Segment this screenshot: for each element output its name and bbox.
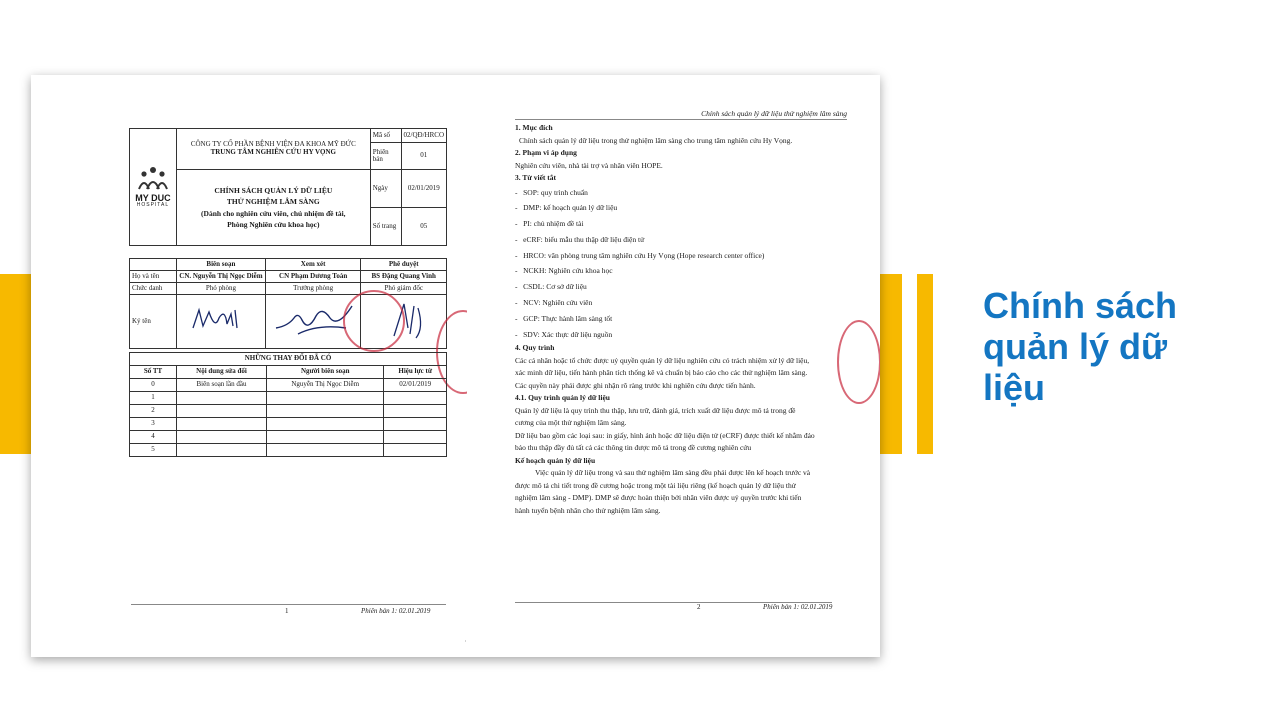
sig-header: Xem xét: [265, 259, 361, 271]
meta-label: Phiên bản: [370, 143, 401, 170]
section-3-title: 3. Từ viết tắt: [515, 173, 557, 182]
cell: [177, 444, 267, 457]
sig-header: Biên soạn: [177, 259, 266, 271]
section-1-text: Chính sách quản lý dữ liệu trong thử nghiệm lâm sàng cho trung tâm nghiên cứu Hy Vọng.: [519, 135, 793, 145]
cell: [384, 405, 447, 418]
page-2-body: [515, 122, 815, 517]
abbrev-item: - NCKH: Nghiên cứu khoa học: [515, 266, 613, 276]
changes-title: NHỮNG THAY ĐỔI ĐÃ CÓ: [130, 353, 447, 366]
abbrev-item: - SOP: quy trình chuẩn: [515, 187, 588, 197]
sig-row-label: Ký tên: [130, 295, 177, 349]
changes-table: [129, 352, 447, 457]
handwritten-signature-1: [181, 300, 261, 340]
plan-text: Việc quản lý dữ liệu trong và sau thử nghiệm lâm sàng đều phải được lên kế hoạch trước và được mô tả chi tiết trong đề cương hoặc trong một tài liệu riêng (kế hoạch quản lý dữ liệu thử nghiệm lâm sàng - DMP). DMP sẽ được hoàn thiện bởi nhân viên được uỷ quyền trước khi tiến hành tuyển bệnh nhân cho thử nghiệm lâm sàng.: [515, 468, 811, 515]
logo-people-icon: [135, 165, 171, 191]
table-row: [130, 431, 447, 444]
abbrev-item: - CSDL: Cơ sở dữ liệu: [515, 282, 587, 292]
abbrev-item: - PI: chủ nhiệm đề tài: [515, 219, 584, 229]
cell: [266, 431, 384, 444]
table-row: [130, 444, 447, 457]
changes-header: Hiệu lực từ: [384, 366, 447, 379]
cell: 0: [130, 379, 177, 392]
document-image: [31, 75, 880, 657]
cell: [177, 405, 267, 418]
header-rule: [515, 119, 847, 120]
sig-name: CN Phạm Dương Toàn: [265, 271, 361, 283]
sig-header: Phê duyệt: [361, 259, 447, 271]
meta-value: 02/QĐ/HRCO: [401, 129, 446, 143]
cell: [266, 444, 384, 457]
cell: 5: [130, 444, 177, 457]
center-name: TRUNG TÂM NGHIÊN CỨU HY VỌNG: [210, 148, 337, 157]
cell: [384, 444, 447, 457]
abbrev-item: - DMP: kế hoạch quản lý dữ liệu: [515, 203, 618, 213]
cell: [384, 392, 447, 405]
section-1-title: 1. Mục đích: [515, 123, 553, 132]
logo-text: MY DUC: [135, 193, 171, 204]
table-row: [130, 379, 447, 392]
section-4-1-text-2: Dữ liệu bao gồm các loại sau: in giấy, hình ảnh hoặc dữ liệu điện tử (eCRF) được thiết kế nhằm đảo bảo thu thập đầy đủ tất cả các thông tin được mô tả trong đề cương nghiên cứu: [515, 430, 815, 453]
cell: 2: [130, 405, 177, 418]
section-4-1-title: 4.1. Quy trình quản lý dữ liệu: [515, 393, 610, 403]
signature-1: [177, 295, 266, 349]
cell: Nguyễn Thị Ngọc Diễm: [266, 379, 384, 392]
abbrev-item: - SDV: Xác thực dữ liệu nguồn: [515, 329, 613, 339]
section-4-text: Các cá nhân hoặc tổ chức được uỷ quyền quản lý dữ liệu nghiên cứu có trách nhiệm xử lý dữ liệu, xác minh dữ liệu, tiến hành phân tích thống kê và chuẩn bị báo cáo cho các thử nghiệm lâm sàng. Các quyền này phải được ghi nhận rõ ràng trước khi nghiên cứu được tiến hành.: [515, 355, 810, 390]
slide-title-line-3: liệu: [983, 367, 1046, 408]
cell: [384, 418, 447, 431]
changes-header: Nội dung sửa đổi: [177, 366, 267, 379]
footer-rule: [131, 604, 446, 605]
doc-title-line-4: Phòng Nghiên cứu khoa học): [227, 219, 320, 229]
cell: [266, 405, 384, 418]
table-row: [130, 392, 447, 405]
cell: 3: [130, 418, 177, 431]
meta-value: 05: [401, 208, 446, 246]
doc-title-line-2: THỬ NGHIỆM LÂM SÀNG: [226, 197, 320, 207]
meta-label: Mã số: [370, 129, 401, 143]
cell: 4: [130, 431, 177, 444]
sig-name: CN. Nguyễn Thị Ngọc Diễm: [177, 271, 266, 283]
red-stamp-edge: [837, 320, 880, 404]
cell: [266, 392, 384, 405]
doc-title-line-3: (Dành cho nghiên cứu viên, chủ nhiệm đề tài,: [201, 208, 346, 218]
cell: [177, 431, 267, 444]
accent-bar-left: [0, 274, 31, 454]
section-4-title: 4. Quy trình: [515, 343, 555, 353]
meta-value: 01: [401, 143, 446, 170]
abbrev-item: - HRCO: văn phòng trung tâm nghiên cứu Hy Vọng (Hope research center office): [515, 250, 765, 260]
section-4-1-text-1: Quản lý dữ liệu là quy trình thu thập, lưu trữ, đánh giá, trích xuất dữ liệu được mô tả trong đề cương của một thử nghiệm lâm sàng.: [515, 405, 796, 428]
changes-header: Người biên soạn: [266, 366, 384, 379]
meta-label: Số trang: [370, 208, 401, 246]
cell: [177, 392, 267, 405]
sig-row-label: Chức danh: [130, 283, 177, 295]
section-2-text: Nghiên cứu viên, nhà tài trợ và nhân viên HOPE.: [515, 160, 663, 170]
cell: [266, 418, 384, 431]
table-row: [130, 418, 447, 431]
accent-bar-right-1: [880, 274, 902, 454]
logo-subtext: HOSPITAL: [136, 202, 170, 209]
sig-row-label: Họ và tên: [130, 271, 177, 283]
cell: 1: [130, 392, 177, 405]
meta-label: Ngày: [370, 170, 401, 208]
sig-title: Trưởng phòng: [265, 283, 361, 295]
page-number: 2: [697, 603, 701, 611]
document-page-1: [81, 90, 466, 640]
slide-title: [983, 285, 1243, 408]
cell: 02/01/2019: [384, 379, 447, 392]
sig-title: Phó giám đốc: [361, 283, 447, 295]
sig-name: BS Đặng Quang Vinh: [361, 271, 447, 283]
plan-title: Kế hoạch quản lý dữ liệu: [515, 455, 596, 465]
changes-header: Số TT: [130, 366, 177, 379]
sig-title: Phó phòng: [177, 283, 266, 295]
slide-title-line-2: quản lý dữ: [983, 326, 1168, 367]
table-row: [130, 405, 447, 418]
page-footer: Phiên bản 1: 02.01.2019: [763, 603, 833, 611]
page-number: 1: [285, 607, 289, 615]
hospital-logo: [130, 129, 177, 246]
company-name: CÔNG TY CỔ PHẦN BỆNH VIỆN ĐA KHOA MỸ ĐỨC: [190, 140, 356, 149]
section-2-title: 2. Phạm vi áp dụng: [515, 148, 577, 157]
document-page-2: [467, 90, 852, 640]
slide-title-line-1: Chính sách: [983, 285, 1178, 326]
running-header: Chính sách quản lý dữ liệu thử nghiệm lâm sàng: [701, 109, 847, 118]
page-footer: Phiên bản 1: 02.01.2019: [361, 607, 431, 615]
cell: [177, 418, 267, 431]
header-table: [129, 128, 447, 246]
cell: Biên soạn lần đầu: [177, 379, 267, 392]
meta-value: 02/01/2019: [401, 170, 446, 208]
doc-title-line-1: CHÍNH SÁCH QUẢN LÝ DỮ LIỆU: [214, 186, 333, 196]
accent-bar-right-2: [917, 274, 933, 454]
abbrev-item: - NCV: Nghiên cứu viên: [515, 298, 593, 308]
abbrev-item: - eCRF: biểu mẫu thu thập dữ liệu điện tử: [515, 234, 645, 244]
cell: [384, 431, 447, 444]
red-stamp-1: [343, 290, 405, 352]
abbrev-item: - GCP: Thực hành lâm sàng tốt: [515, 313, 613, 323]
